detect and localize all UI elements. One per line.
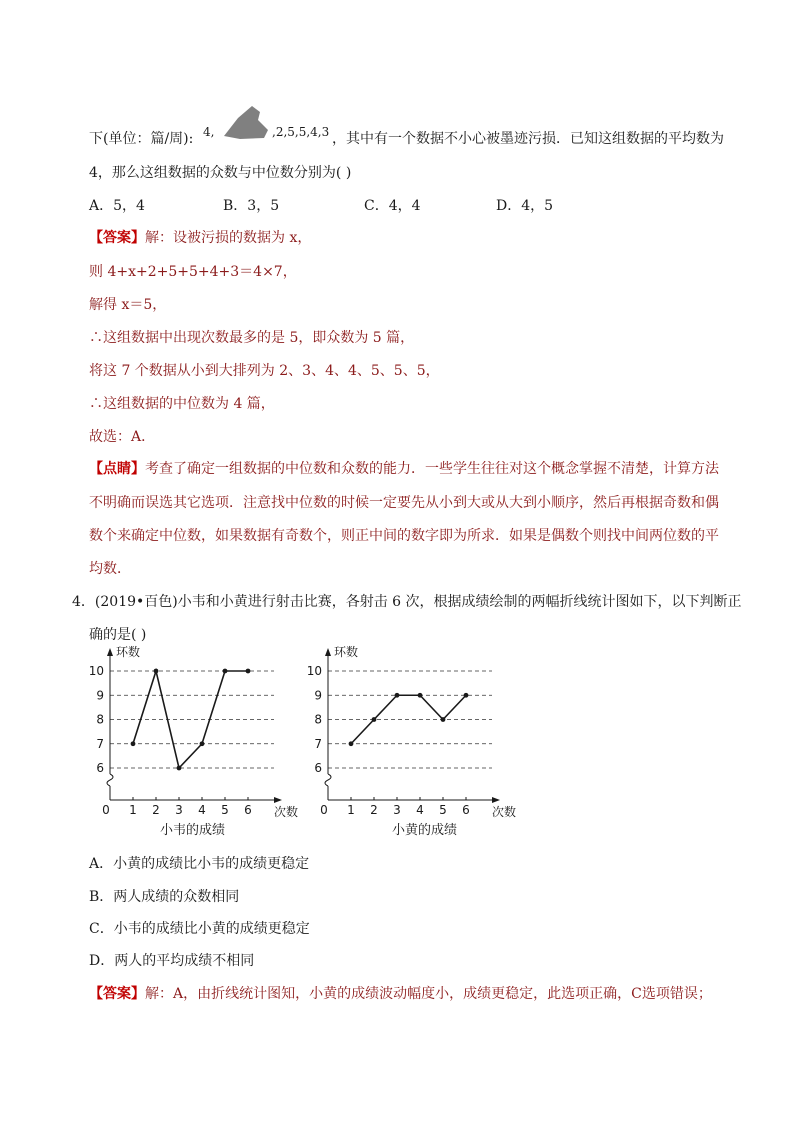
- q3-answer-line-7: 故选：A．: [89, 429, 156, 445]
- chart-xiaowei-svg: [90, 640, 310, 820]
- data-point: [441, 717, 446, 722]
- y-tick-label: 10: [90, 664, 104, 678]
- x-tick-label: 5: [221, 803, 229, 817]
- data-point: [372, 717, 377, 722]
- data-point: [395, 693, 400, 698]
- x-tick-label: 5: [439, 803, 447, 817]
- q4-option-c: C．小韦的成绩比小黄的成绩更稳定: [89, 921, 310, 937]
- data-point: [349, 741, 354, 746]
- q3-answer-line-6: ∴这组数据的中位数为 4 篇，: [89, 396, 275, 412]
- y-axis-label: 环数: [334, 645, 359, 659]
- q3-line1-suffix: ，其中有一个数据不小心被墨迹污损．已知这组数据的平均数为: [332, 131, 724, 147]
- y-tick-label: 6: [96, 761, 104, 775]
- q3-option-d: D．4，5: [496, 198, 554, 214]
- data-point: [154, 669, 159, 674]
- data-point: [177, 766, 182, 771]
- y-axis-arrow: [325, 648, 331, 656]
- q4-answer-line: [89, 984, 712, 1004]
- comment-text: 考查了确定一组数据的中位数和众数的能力．一些学生往往对这个概念掌握不清楚，计算方法: [145, 461, 719, 477]
- q3-option-b: B．3，5: [223, 198, 280, 214]
- q3-answer-line-2: 则 4+x+2+5+5+4+3＝4×7，: [89, 264, 297, 280]
- q4-answer-text: 解：A，由折线统计图知，小黄的成绩波动幅度小，成绩更稳定，此选项正确，C选项错误；: [145, 986, 712, 1002]
- x-tick-label: 4: [416, 803, 424, 817]
- x-axis-label: 次数: [273, 805, 299, 819]
- x-tick-label: 3: [175, 803, 183, 817]
- y-tick-label: 6: [314, 761, 322, 775]
- y-tick-label: 10: [308, 664, 322, 678]
- q4-answer-tag: 【答案】: [89, 986, 145, 1002]
- q3-answer-line-5: 将这 7 个数据从小到大排列为 2、3、4、4、5、5、5，: [89, 363, 440, 379]
- chart-xiaohuang: [308, 640, 528, 824]
- x-axis-arrow: [492, 797, 500, 803]
- y-axis-arrow: [107, 648, 113, 656]
- x-tick-label: 2: [370, 803, 378, 817]
- x-axis-label: 次数: [491, 805, 517, 819]
- data-point: [223, 669, 228, 674]
- comment-tag: 【点睛】: [89, 461, 145, 477]
- x-tick-label: 1: [129, 803, 137, 817]
- axis-break-mark: [107, 774, 113, 786]
- q4-stem-line-2: 确的是( ): [89, 627, 147, 643]
- q4-source: (2019•百色): [94, 594, 178, 610]
- q3-answer-line-3: 解得 x＝5，: [89, 297, 167, 313]
- y-axis-label: 环数: [116, 645, 141, 659]
- x-tick-label: 2: [152, 803, 160, 817]
- chart-xiaohuang-caption: 小黄的成绩: [392, 823, 458, 838]
- q3-line2: 4，那么这组数据的众数与中位数分别为( ): [89, 165, 352, 181]
- q4-option-d: D．两人的平均成绩不相同: [89, 953, 255, 969]
- x-tick-label: 6: [462, 803, 470, 817]
- q4-stem-text: 小韦和小黄进行射击比赛，各射击 6 次，根据成绩绘制的两幅折线统计图如下，以下判断正: [177, 594, 742, 610]
- y-tick-label: 9: [96, 688, 104, 703]
- q3-comment-line-3: 数个来确定中位数，如果数据有奇数个，则正中间的数字即为所求．如果是偶数个则找中间两位数的平: [89, 528, 719, 544]
- q4-number: 4．: [72, 594, 95, 610]
- q3-answer-line-1: [89, 228, 311, 248]
- ink-blot-image: [222, 104, 270, 142]
- x-axis-arrow: [274, 797, 282, 803]
- y-tick-label: 9: [314, 688, 322, 703]
- y-tick-label: 8: [314, 712, 322, 727]
- x-tick-label: 0: [102, 803, 110, 817]
- q3-option-c: C．4，4: [364, 198, 421, 214]
- x-tick-label: 0: [320, 803, 328, 817]
- answer-tag: 【答案】: [89, 230, 145, 246]
- data-point: [200, 741, 205, 746]
- chart-xiaowei: [90, 640, 310, 824]
- q3-comment-line-1: [89, 459, 719, 479]
- q3-comment-line-4: 均数．: [89, 561, 131, 577]
- q3-data-left: 4,: [203, 125, 215, 139]
- axis-break-mark: [325, 774, 331, 786]
- answer-text: 解：设被污损的数据为 x，: [145, 230, 312, 246]
- q4-option-a: A．小黄的成绩比小韦的成绩更稳定: [89, 856, 310, 872]
- q3-comment-line-2: 不明确而误选其它选项．注意找中位数的时候一定要先从小到大或从大到小顺序，然后再根据奇数和偶: [89, 495, 719, 511]
- y-tick-label: 8: [96, 712, 104, 727]
- q4-option-b: B．两人成绩的众数相同: [89, 889, 240, 905]
- q3-data-right: ,2,5,5,4,3: [272, 125, 330, 139]
- x-tick-label: 6: [244, 803, 252, 817]
- data-point: [464, 693, 469, 698]
- chart-xiaowei-caption: 小韦的成绩: [160, 823, 226, 838]
- q3-option-a: A．5，4: [89, 198, 145, 214]
- x-tick-label: 1: [347, 803, 355, 817]
- x-tick-label: 4: [198, 803, 206, 817]
- chart-xiaohuang-svg: [308, 640, 528, 820]
- data-point: [131, 741, 136, 746]
- data-point: [418, 693, 423, 698]
- q3-line1-prefix: 下(单位：篇/周):: [89, 131, 194, 147]
- q4-stem-line-1: [72, 592, 742, 612]
- data-point: [246, 669, 251, 674]
- q3-answer-line-4: ∴这组数据中出现次数最多的是 5，即众数为 5 篇，: [89, 330, 415, 346]
- y-tick-label: 7: [96, 736, 104, 751]
- y-tick-label: 7: [314, 736, 322, 751]
- x-tick-label: 3: [393, 803, 401, 817]
